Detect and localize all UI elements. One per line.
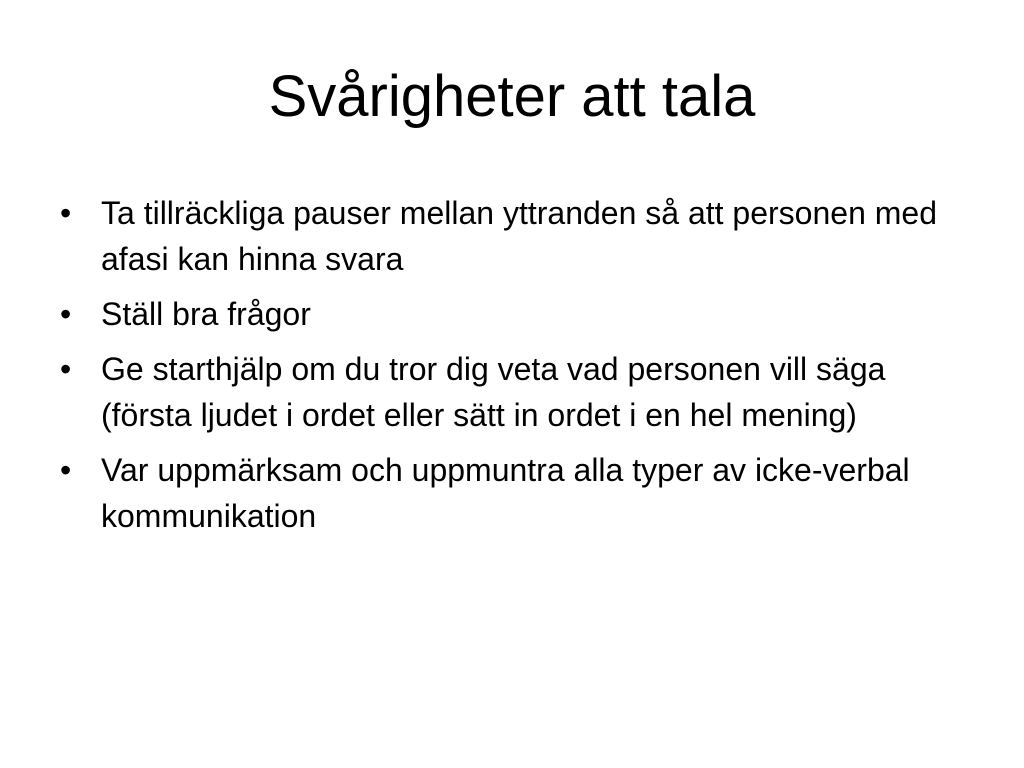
bullet-dot-icon: •	[60, 351, 72, 387]
bullet-dot-icon: •	[60, 452, 72, 488]
bullet-item-pauses	[60, 190, 960, 282]
bullet-dot-icon: •	[60, 296, 72, 332]
bullet-dot-icon: •	[60, 195, 72, 231]
bullet-text: Var uppmärksam och uppmuntra alla typer av icke-verbal kommunikation	[101, 452, 910, 534]
slide-title: Svårigheter att tala	[268, 64, 756, 129]
bullet-list	[60, 190, 960, 548]
bullet-item-starthelp	[60, 346, 960, 438]
bullet-item-nonverbal	[60, 447, 960, 539]
bullet-text: Ge starthjälp om du tror dig veta vad personen vill säga (första ljudet i ordet eller sätt in ordet i en hel mening)	[101, 351, 886, 433]
bullet-text: Ta tillräckliga pauser mellan yttranden så att personen med afasi kan hinna svara	[101, 195, 937, 277]
bullet-item-questions	[60, 291, 960, 337]
bullet-text: Ställ bra frågor	[101, 296, 311, 332]
